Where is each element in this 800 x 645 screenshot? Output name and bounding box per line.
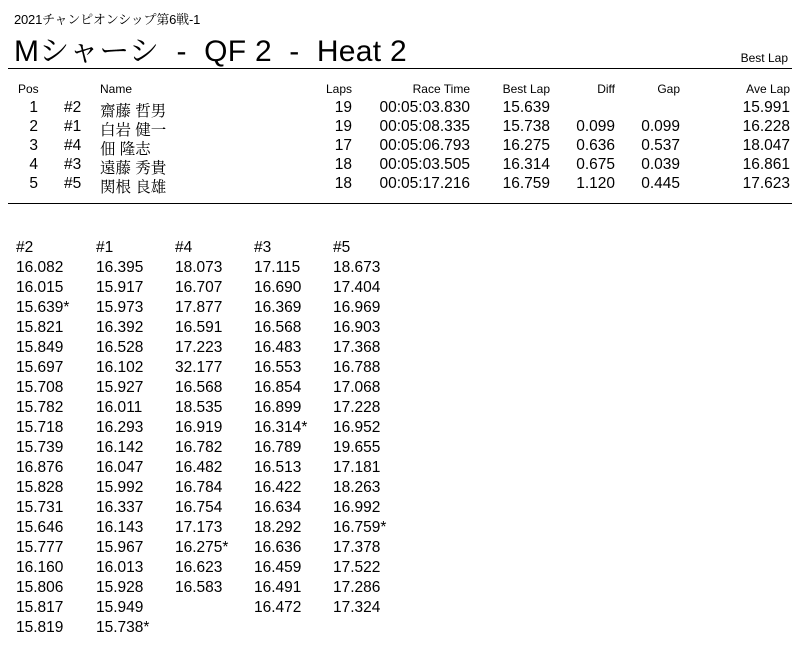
lap-time-cell: 16.160 — [16, 559, 64, 576]
lap-time-cell: 16.903 — [333, 319, 381, 336]
lap-time-cell: 16.528 — [96, 339, 144, 356]
best-lap: 15.639 — [502, 99, 550, 116]
lap-time-cell: 17.404 — [333, 279, 381, 296]
lap-time-cell: 16.483 — [254, 339, 302, 356]
lap-time-cell: 16.788 — [333, 359, 381, 376]
car-number: #2 — [64, 99, 82, 116]
lap-time-cell: 32.177 — [175, 359, 223, 376]
gap: 0.537 — [641, 137, 680, 154]
lap-time-cell: 16.636 — [254, 539, 302, 556]
page-title: Mシャーシ - QF 2 - Heat 2 — [14, 35, 408, 68]
lap-time-cell: 16.392 — [96, 319, 144, 336]
car-number: #5 — [64, 175, 82, 192]
lap-time-cell: 17.378 — [333, 539, 381, 556]
diff: 0.099 — [576, 118, 615, 135]
lap-time-cell: 15.992 — [96, 479, 144, 496]
lap-time-cell: 15.973 — [96, 299, 144, 316]
lap-time-cell: 16.992 — [333, 499, 381, 516]
lap-column — [16, 238, 69, 638]
lap-time-cell: 16.513 — [254, 459, 302, 476]
lap-column-header: #1 — [96, 239, 114, 256]
lap-time-cell: 16.143 — [96, 519, 144, 536]
race-time: 00:05:03.505 — [379, 156, 470, 173]
table-row — [0, 118, 800, 137]
lap-time-cell: 18.263 — [333, 479, 381, 496]
driver-name: 関根 良雄 — [100, 179, 167, 196]
lap-time-cell: 18.073 — [175, 259, 223, 276]
lap-time-cell: 16.422 — [254, 479, 302, 496]
pos: 4 — [29, 156, 38, 173]
lap-time-cell: 16.568 — [175, 379, 223, 396]
gap: 0.099 — [641, 118, 680, 135]
lap-time-cell: 16.015 — [16, 279, 64, 296]
lap-time-cell: 17.115 — [254, 259, 301, 276]
ave-lap: 18.047 — [742, 137, 790, 154]
lap-time-cell: 15.708 — [16, 379, 64, 396]
lap-time-cell: 15.777 — [16, 539, 64, 556]
best-lap: 16.314 — [502, 156, 550, 173]
driver-name: 佃 隆志 — [100, 141, 151, 158]
lap-time-cell: 17.368 — [333, 339, 381, 356]
car-number: #3 — [64, 156, 82, 173]
lap-time-cell: 16.919 — [175, 419, 223, 436]
diff: 0.636 — [576, 137, 615, 154]
lap-time-cell: 18.535 — [175, 399, 223, 416]
laps: 19 — [334, 99, 352, 116]
lap-time-cell: 15.738* — [96, 619, 150, 636]
col-name: Name — [100, 82, 133, 96]
gap: 0.039 — [641, 156, 680, 173]
lap-column — [175, 238, 228, 598]
best-lap: 15.738 — [502, 118, 550, 135]
lap-column-header: #5 — [333, 239, 351, 256]
lap-time-cell: 15.782 — [16, 399, 64, 416]
lap-time-cell: 17.324 — [333, 599, 381, 616]
lap-column-header: #2 — [16, 239, 34, 256]
lap-time-cell: 15.731 — [16, 499, 64, 516]
lap-time-cell: 15.646 — [16, 519, 64, 536]
lap-time-cell: 16.011 — [96, 399, 143, 416]
ave-lap: 16.861 — [742, 156, 790, 173]
col-ave-lap: Ave Lap — [746, 82, 790, 96]
lap-time-cell: 16.013 — [96, 559, 144, 576]
lap-time-cell: 16.634 — [254, 499, 302, 516]
lap-time-cell: 16.707 — [175, 279, 223, 296]
lap-time-cell: 16.591 — [175, 319, 223, 336]
lap-time-cell: 17.068 — [333, 379, 381, 396]
lap-column — [254, 238, 307, 618]
lap-time-cell: 17.286 — [333, 579, 381, 596]
lap-time-cell: 16.459 — [254, 559, 302, 576]
car-number: #4 — [64, 137, 82, 154]
lap-time-cell: 15.917 — [96, 279, 144, 296]
lap-times-grid — [0, 238, 800, 643]
best-lap: 16.759 — [502, 175, 550, 192]
col-gap: Gap — [657, 82, 680, 96]
top-divider — [8, 68, 792, 69]
lap-time-cell: 16.759* — [333, 519, 387, 536]
laps: 19 — [334, 118, 352, 135]
subtitle: 2021チャンピオンシップ第6戦-1 — [14, 12, 201, 27]
lap-column-header: #4 — [175, 239, 193, 256]
driver-name: 遠藤 秀貴 — [100, 160, 167, 177]
lap-column — [96, 238, 149, 638]
lap-time-cell: 16.784 — [175, 479, 223, 496]
lap-time-cell: 16.623 — [175, 559, 223, 576]
laps: 17 — [334, 137, 352, 154]
diff: 1.120 — [576, 175, 615, 192]
race-time: 00:05:03.830 — [379, 99, 470, 116]
best-lap-header: Best Lap — [740, 51, 788, 65]
table-row — [0, 156, 800, 175]
pos: 1 — [29, 99, 38, 116]
lap-time-cell: 15.927 — [96, 379, 144, 396]
lap-time-cell: 16.568 — [254, 319, 302, 336]
lap-time-cell: 18.292 — [254, 519, 302, 536]
lap-time-cell: 16.782 — [175, 439, 223, 456]
lap-time-cell: 16.969 — [333, 299, 381, 316]
pos: 2 — [29, 118, 38, 135]
pos: 3 — [29, 137, 38, 154]
lap-time-cell: 16.754 — [175, 499, 223, 516]
lap-time-cell: 16.314* — [254, 419, 308, 436]
race-time: 00:05:06.793 — [379, 137, 470, 154]
lap-time-cell: 19.655 — [333, 439, 381, 456]
lap-time-cell: 16.583 — [175, 579, 223, 596]
table-row — [0, 137, 800, 156]
lap-time-cell: 16.854 — [254, 379, 302, 396]
lap-time-cell: 15.639* — [16, 299, 70, 316]
ave-lap: 17.623 — [742, 175, 790, 192]
lap-time-cell: 16.395 — [96, 259, 144, 276]
lap-time-cell: 16.491 — [254, 579, 302, 596]
lap-time-cell: 17.223 — [175, 339, 223, 356]
race-time: 00:05:17.216 — [379, 175, 470, 192]
lap-time-cell: 16.293 — [96, 419, 144, 436]
best-lap: 16.275 — [502, 137, 550, 154]
col-laps: Laps — [325, 82, 352, 96]
lap-time-cell: 16.275* — [175, 539, 229, 556]
lap-time-cell: 16.876 — [16, 459, 64, 476]
lap-time-cell: 16.472 — [254, 599, 302, 616]
lap-time-cell: 15.718 — [16, 419, 64, 436]
lap-time-cell: 15.739 — [16, 439, 64, 456]
diff: 0.675 — [576, 156, 615, 173]
lap-time-cell: 15.697 — [16, 359, 64, 376]
laps: 18 — [334, 175, 352, 192]
lap-time-cell: 16.482 — [175, 459, 223, 476]
car-number: #1 — [64, 118, 82, 135]
lap-time-cell: 15.849 — [16, 339, 64, 356]
lap-time-cell: 17.173 — [175, 519, 223, 536]
lap-time-cell: 15.967 — [96, 539, 144, 556]
lap-time-cell: 16.369 — [254, 299, 302, 316]
col-best-lap: Best Lap — [502, 82, 550, 96]
lap-time-cell: 16.047 — [96, 459, 144, 476]
lap-time-cell: 16.789 — [254, 439, 302, 456]
lap-time-cell: 17.877 — [175, 299, 223, 316]
lap-time-cell: 15.949 — [96, 599, 144, 616]
lap-time-cell: 15.928 — [96, 579, 144, 596]
lap-time-cell: 16.102 — [96, 359, 144, 376]
lap-time-cell: 15.819 — [16, 619, 64, 636]
lap-time-cell: 18.673 — [333, 259, 381, 276]
lap-time-cell: 15.821 — [16, 319, 64, 336]
lap-time-cell: 16.142 — [96, 439, 144, 456]
driver-name: 齋藤 哲男 — [100, 103, 167, 120]
lap-time-cell: 16.082 — [16, 259, 64, 276]
bottom-divider — [8, 203, 792, 204]
lap-time-cell: 15.828 — [16, 479, 64, 496]
lap-column — [333, 238, 386, 618]
lap-time-cell: 17.522 — [333, 559, 381, 576]
col-diff: Diff — [597, 82, 615, 96]
lap-column-header: #3 — [254, 239, 272, 256]
pos: 5 — [29, 175, 38, 192]
col-pos: Pos — [18, 82, 39, 96]
lap-time-cell: 16.899 — [254, 399, 302, 416]
table-row — [0, 175, 800, 194]
race-time: 00:05:08.335 — [379, 118, 470, 135]
lap-time-cell: 17.228 — [333, 399, 381, 416]
gap: 0.445 — [641, 175, 680, 192]
laps: 18 — [334, 156, 352, 173]
lap-time-cell: 16.690 — [254, 279, 302, 296]
col-race-time: Race Time — [412, 82, 470, 96]
ave-lap: 15.991 — [742, 99, 790, 116]
driver-name: 白岩 健一 — [100, 122, 167, 139]
ave-lap: 16.228 — [742, 118, 790, 135]
lap-time-cell: 16.337 — [96, 499, 144, 516]
lap-time-cell: 16.952 — [333, 419, 381, 436]
lap-time-cell: 17.181 — [333, 459, 381, 476]
lap-time-cell: 15.806 — [16, 579, 64, 596]
lap-time-cell: 15.817 — [16, 599, 64, 616]
lap-time-cell: 16.553 — [254, 359, 302, 376]
table-row — [0, 99, 800, 118]
